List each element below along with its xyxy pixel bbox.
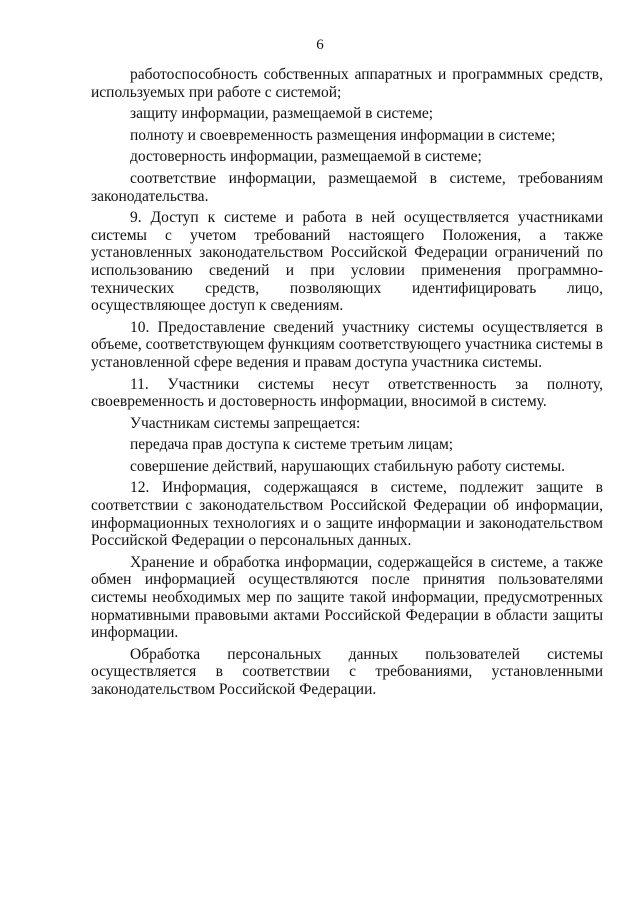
paragraph: защиту информации, размещаемой в системе;	[130, 105, 434, 123]
paragraph: 11. Участники системы несут ответственность за полноту, своевременность и достоверность информации, вносимой в систему.	[91, 375, 603, 411]
paragraph: Обработка персональных данных пользователей системы осуществляется в соответствии с требованиями, установленными законодательством Российской Федерации.	[91, 645, 603, 698]
paragraph: 12. Информация, содержащаяся в системе, подлежит защите в соответствии с законодательством Российской Федерации об информации, информационных технологиях и о защите информации и законодательством Российской Федерации о персональных данных.	[91, 479, 603, 550]
paragraph: 10. Предоставление сведений участнику системы осуществляется в объеме, соответствующем функциям соответствующего участника системы в установленной сфере ведения и правам доступа участника системы.	[91, 318, 603, 371]
page-number: 6	[316, 37, 324, 53]
paragraph: достоверность информации, размещаемой в системе;	[130, 148, 482, 166]
paragraph: Хранение и обработка информации, содержащейся в системе, а также обмен информацией осуществляются после принятия пользователями системы необходимых мер по защите такой информации, предусмотренных нормативными правовыми актами Российской Федерации в области защиты информации.	[91, 553, 603, 642]
paragraph: работоспособность собственных аппаратных и программных средств, используемых при работе с системой;	[91, 66, 603, 101]
paragraph: Участникам системы запрещается:	[130, 414, 361, 432]
paragraph: полноту и своевременность размещения информации в системе;	[130, 126, 556, 144]
paragraph: совершение действий, нарушающих стабильную работу системы.	[130, 457, 566, 475]
paragraph: соответствие информации, размещаемой в системе, требованиям законодательства.	[91, 169, 603, 205]
document-body	[91, 66, 603, 703]
paragraph: передача прав доступа к системе третьим лицам;	[130, 436, 454, 454]
paragraph: 9. Доступ к системе и работа в ней осуществляется участниками системы с учетом требований настоящего Положения, а также установленных законодательством Российской Федерации ограничений по использованию сведений и при условии применения программно-технических средств, позволяющих идентифицировать лицо, осуществляющее доступ к сведениям.	[91, 209, 603, 315]
